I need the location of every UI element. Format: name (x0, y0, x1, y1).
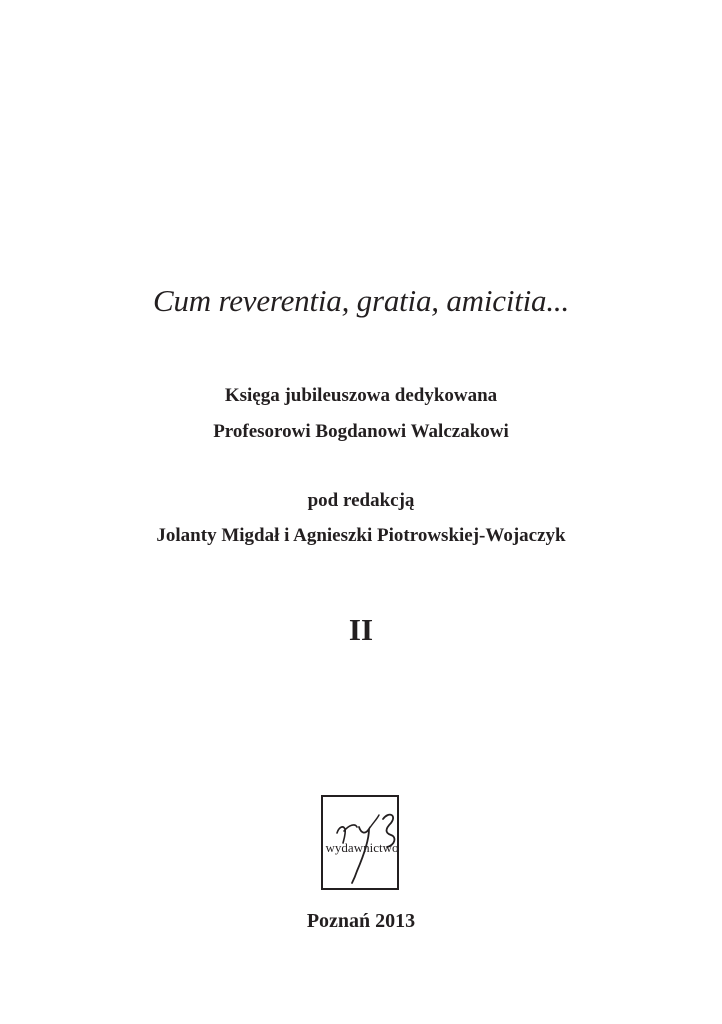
imprint-place-year: Poznań 2013 (306, 910, 416, 932)
editors-label: pod redakcją (307, 490, 415, 511)
editors-names: Jolanty Migdał i Agnieszki Piotrowskiej-Wojaczyk (156, 525, 566, 546)
subtitle-line-1: Księga jubileuszowa dedykowana (224, 385, 498, 406)
book-title: Cum reverentia, gratia, amicitia... (152, 283, 570, 318)
publisher-wordmark: wydawnictwo (325, 840, 399, 855)
publisher-logo (321, 795, 399, 890)
subtitle-line-2: Profesorowi Bogdanowi Walczakowi (213, 421, 509, 442)
volume-number: II (348, 612, 374, 647)
